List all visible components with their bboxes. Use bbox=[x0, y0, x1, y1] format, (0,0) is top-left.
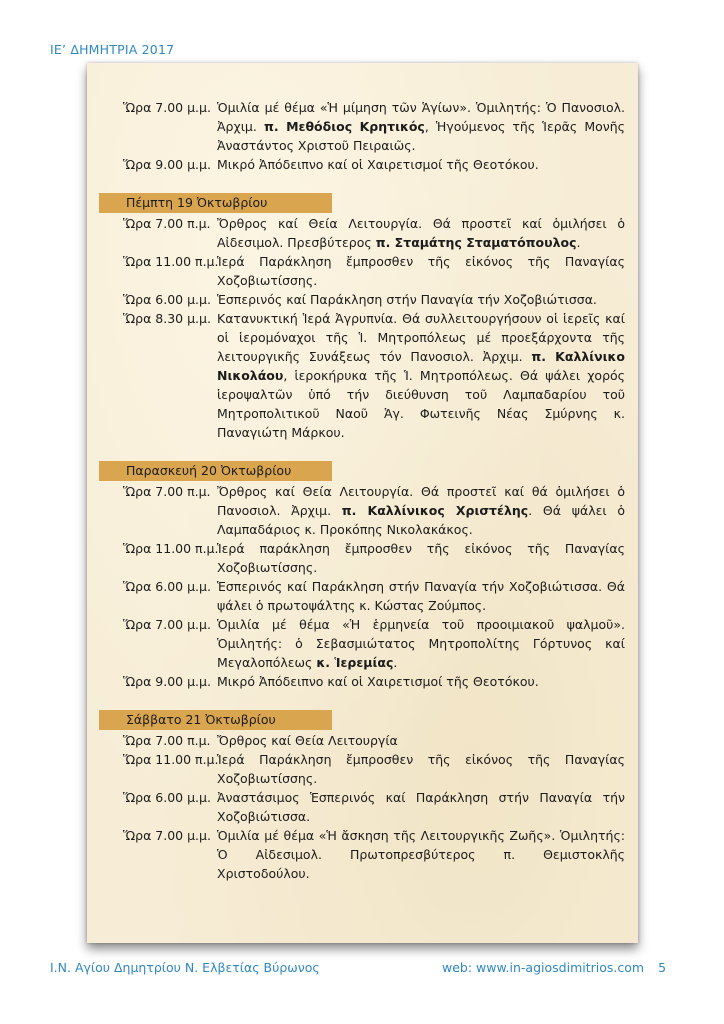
item-description: Μικρό Ἀπόδειπνο καί οἱ Χαιρετισμοί τῆς Θεοτόκου. bbox=[217, 674, 539, 689]
program-item bbox=[99, 731, 627, 750]
footer-web-link[interactable]: web: www.in-agiosdimitrios.com bbox=[442, 960, 645, 975]
item-description: Ἑσπερινός καί Παράκληση στήν Παναγία τήν Χοζοβιώτισσα. bbox=[217, 292, 597, 307]
item-time: Ὥρα 9.00 μ.μ. bbox=[123, 157, 211, 172]
program-item bbox=[99, 98, 627, 155]
page-number: 5 bbox=[658, 960, 667, 975]
item-description: Ἱερά Παράκληση ἔμπροσθεν τῆς εἰκόνος τῆς Παναγίας Χοζοβιωτίσσης. bbox=[217, 752, 625, 786]
item-description: Ὁμιλία μέ θέμα «Ἡ μίμηση τῶν Ἁγίων». Ὁμιλητής: Ὁ Πανοσιολ. Ἀρχιμ. π. Μεθόδιος Κρητικός, Ἡγούμενος τῆς Ἱερᾶς Μονῆς Ἀναστάντος Χριστοῦ Πειραιῶς. bbox=[217, 100, 625, 153]
day-header: Πέμπτη 19 Ὀκτωβρίου bbox=[99, 193, 332, 213]
item-time: Ὥρα 6.00 μ.μ. bbox=[123, 579, 211, 594]
item-time: Ὥρα 9.00 μ.μ. bbox=[123, 674, 211, 689]
item-time: Ὥρα 11.00 π.μ. bbox=[123, 541, 219, 556]
day-section-thursday bbox=[99, 193, 627, 442]
item-time: Ὥρα 11.00 π.μ. bbox=[123, 752, 219, 767]
day-header: Σάββατο 21 Ὀκτωβρίου bbox=[99, 710, 332, 730]
item-time: Ὥρα 7.00 π.μ. bbox=[123, 733, 211, 748]
item-time: Ὥρα 7.00 π.μ. bbox=[123, 484, 211, 499]
day-section-saturday bbox=[99, 710, 627, 883]
item-description: Κατανυκτική Ἱερά Ἀγρυπνία. Θά συλλειτουργήσουν οἱ ἱερεῖς καί οἱ ἱερομόναχοι τῆς Ἱ. Μητροπόλεως μέ προεξάρχοντα τῆς λειτουργικῆς Συνάξεως τόν Πανοσιολ. Ἀρχιμ. π. Καλλίνικο Νικολάου, ἱεροκήρυκα τῆς Ἱ. Μητροπόλεως. Θά ψάλει χορός ἱεροψαλτῶν ὑπό τήν διεύθυνση τοῦ Λαμπαδαρίου τοῦ Μητροπολιτικοῦ Ναοῦ Ἁγ. Φωτεινῆς Νέας Σμύρνης κ. Παναγιώτη Μάρκου. bbox=[217, 311, 625, 440]
program-item bbox=[99, 826, 627, 883]
program-item bbox=[99, 539, 627, 577]
program-content bbox=[99, 98, 627, 883]
footer-parish-name: Ι.Ν. Αγίου Δημητρίου Ν. Ελβετίας Βύρωνος bbox=[50, 960, 320, 975]
item-time: Ὥρα 7.00 μ.μ. bbox=[123, 828, 211, 843]
program-item bbox=[99, 309, 627, 442]
item-description: Μικρό Ἀπόδειπνο καί οἱ Χαιρετισμοί τῆς Θεοτόκου. bbox=[217, 157, 539, 172]
program-item bbox=[99, 482, 627, 539]
item-time: Ὥρα 11.00 π.μ. bbox=[123, 254, 219, 269]
program-item bbox=[99, 788, 627, 826]
program-item bbox=[99, 750, 627, 788]
item-time: Ὥρα 6.00 μ.μ. bbox=[123, 790, 211, 805]
program-item bbox=[99, 672, 627, 691]
item-description: Ἱερά παράκληση ἔμπροσθεν τῆς εἰκόνος τῆς Παναγίας Χοζοβιωτίσσης. bbox=[217, 541, 625, 575]
item-description: Ἱερά Παράκληση ἔμπροσθεν τῆς εἰκόνος τῆς Παναγίας Χοζοβιωτίσσης. bbox=[217, 254, 625, 288]
item-description: Ἑσπερινός καί Παράκληση στήν Παναγία τήν Χοζοβιώτισσα. Θά ψάλει ὁ πρωτοψάλτης κ. Κώστας Ζούμπος. bbox=[217, 579, 625, 613]
item-time: Ὥρα 7.00 π.μ. bbox=[123, 216, 211, 231]
day-section-friday bbox=[99, 461, 627, 691]
program-item bbox=[99, 252, 627, 290]
program-item bbox=[99, 577, 627, 615]
program-item bbox=[99, 290, 627, 309]
program-item bbox=[99, 214, 627, 252]
item-description: Ὁμιλία μέ θέμα «Ἡ ἑρμηνεία τοῦ προοιμιακοῦ ψαλμοῦ». Ὁμιλητής: ὁ Σεβασμιώτατος Μητροπολίτης Γόρτυνος καί Μεγαλοπόλεως κ. Ἱερεμίας. bbox=[217, 617, 625, 670]
intro-section bbox=[99, 98, 627, 174]
item-description: Ὄρθρος καί Θεία Λειτουργία. Θά προστεῖ καί ὁμιλήσει ὁ Αἰδεσιμολ. Πρεσβύτερος π. Σταμάτης Σταματόπουλος. bbox=[217, 216, 625, 250]
footer-right bbox=[442, 960, 666, 975]
item-description: Ἀναστάσιμος Ἑσπερινός καί Παράκληση στήν Παναγία τήν Χοζοβιώτισσα. bbox=[217, 790, 625, 824]
item-time: Ὥρα 7.00 μ.μ. bbox=[123, 100, 211, 115]
item-time: Ὥρα 8.30 μ.μ. bbox=[123, 311, 211, 326]
program-item bbox=[99, 615, 627, 672]
item-time: Ὥρα 7.00 μ.μ. bbox=[123, 617, 211, 632]
item-time: Ὥρα 6.00 μ.μ. bbox=[123, 292, 211, 307]
item-description: Ὄρθρος καί Θεία Λειτουργία. Θά προστεῖ καί θά ὁμιλήσει ὁ Πανοσιολ. Ἀρχιμ. π. Καλλίνικος Χριστέλης. Θά ψάλει ὁ Λαμπαδάριος κ. Προκόπης Νικολακάκος. bbox=[217, 484, 625, 537]
program-item bbox=[99, 155, 627, 174]
item-description: Ὁμιλία μέ θέμα «Ἡ ἄσκηση τῆς Λειτουργικῆς Ζωῆς». Ὁμιλητής: Ὁ Αἰδεσιμολ. Πρωτοπρεσβύτερος π. Θεμιστοκλῆς Χριστοδούλου. bbox=[217, 828, 625, 881]
page-header-title: ΙΕ’ ΔΗΜΗΤΡΙΑ 2017 bbox=[50, 42, 175, 57]
day-header: Παρασκευή 20 Ὀκτωβρίου bbox=[99, 461, 332, 481]
item-description: Ὄρθρος καί Θεία Λειτουργία bbox=[217, 733, 398, 748]
